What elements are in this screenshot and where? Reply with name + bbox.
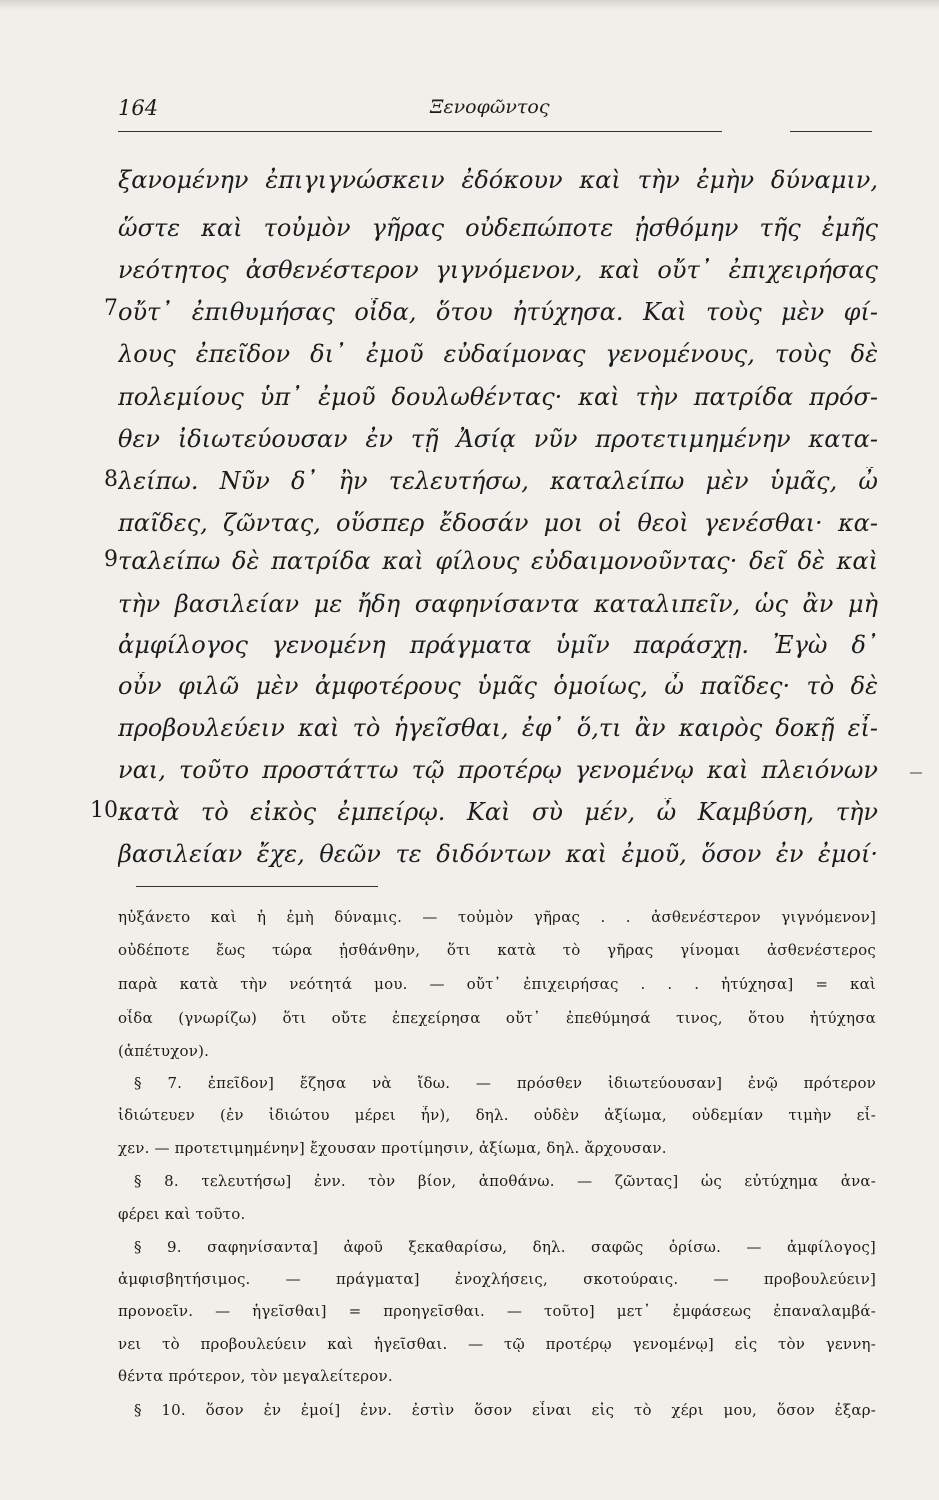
- footnote-line: § 9. σαφηνίσαντα] ἀφοῦ ξεκαθαρίσω, δηλ. σαφῶς ὁρίσω. — ἀμφίλογος]: [134, 1238, 876, 1256]
- footnote-line: (ἀπέτυχον).: [118, 1042, 210, 1060]
- text-line: οὖν φιλῶ μὲν ἀμφοτέρους ὑμᾶς ὁμοίως, ὦ παῖδες· τὸ δὲ: [118, 672, 878, 700]
- text-line: ἀμφίλογος γενομένη πράγματα ὑμῖν παράσχῃ. Ἐγὼ δ᾿: [118, 631, 878, 659]
- footnote-line: § 7. ἐπεῖδον] ἔζησα νὰ ἴδω. — πρόσθεν ἰδιωτεύουσαν] ἐνῷ πρότερον: [134, 1074, 876, 1092]
- line-number: 10: [90, 798, 118, 823]
- text-line: προβουλεύειν καὶ τὸ ἡγεῖσθαι, ἐφ᾿ ὅ,τι ἂν καιρὸς δοκῇ εἶ-: [118, 714, 878, 742]
- line-number: 7: [104, 296, 118, 321]
- footnote-line: παρὰ κατὰ τὴν νεότητά μου. — οὔτ᾿ ἐπιχειρήσας . . . ἠτύχησα] = καὶ: [118, 975, 876, 993]
- text-line: λείπω. Νῦν δ᾿ ἢν τελευτήσω, καταλείπω μὲν ὑμᾶς, ὦ: [118, 467, 878, 495]
- footnote-line: ἀμφισβητήσιμος. — πράγματα] ἐνοχλήσεις, σκοτούραις. — προβουλεύειν]: [118, 1270, 876, 1288]
- text-line: ξανομένην ἐπιγιγνώσκειν ἐδόκουν καὶ τὴν ἐμὴν δύναμιν,: [118, 166, 878, 194]
- text-line: πολεμίους ὑπ᾿ ἐμοῦ δουλωθέντας· καὶ τὴν πατρίδα πρόσ-: [118, 383, 878, 411]
- text-line: παῖδες, ζῶντας, οὕσπερ ἔδοσάν μοι οἱ θεοὶ γενέσθαι· κα-: [118, 509, 878, 537]
- footnote-line: ηὐξάνετο καὶ ἡ ἐμὴ δύναμις. — τοὐμὸν γῆρας . . ἀσθενέστερον γιγνόμενον]: [118, 908, 876, 926]
- footnote-line: νει τὸ προβουλεύειν καὶ ἡγεῖσθαι. — τῷ προτέρῳ γενομένῳ] εἰς τὸν γεννη-: [118, 1335, 876, 1353]
- text-line: ὥστε καὶ τοὐμὸν γῆρας οὐδεπώποτε ᾐσθόμην τῆς ἐμῆς: [118, 214, 878, 242]
- line-number: 8: [104, 467, 118, 492]
- running-title: Ξενοφῶντος: [430, 96, 550, 118]
- line-number: 9: [104, 547, 118, 572]
- text-line: νεότητος ἀσθενέστερον γιγνόμενον, καὶ οὔτ᾿ ἐπιχειρήσας: [118, 256, 878, 284]
- footnote-line: οὐδέποτε ἔως τώρα ᾐσθάνθην, ὅτι κατὰ τὸ γῆρας γίνομαι ἀσθενέστερος: [118, 941, 876, 959]
- footnote-line: § 8. τελευτήσω] ἐνν. τὸν βίον, ἀποθάνω. — ζῶντας] ὡς εὐτύχημα ἀνα-: [134, 1172, 876, 1190]
- header-rule-short: [790, 131, 872, 132]
- footnote-line: § 10. ὅσον ἐν ἐμοί] ἐνν. ἐστὶν ὅσον εἶναι εἰς τὸ χέρι μου, ὅσον ἐξαρ-: [134, 1401, 876, 1419]
- footnote-line: θέντα πρότερον, τὸν μεγαλείτερον.: [118, 1367, 393, 1385]
- text-line: τὴν βασιλείαν με ἤδη σαφηνίσαντα καταλιπεῖν, ὡς ἂν μὴ: [118, 590, 878, 618]
- footnote-line: ἰδιώτευεν (ἐν ἰδιώτου μέρει ἦν), δηλ. οὐδὲν ἀξίωμα, οὐδεμίαν τιμὴν εἶ-: [118, 1106, 876, 1124]
- footnote-rule: [136, 886, 378, 887]
- page-number: 164: [118, 96, 159, 120]
- text-line: θεν ἰδιωτεύουσαν ἐν τῇ Ἀσίᾳ νῦν προτετιμημένην κατα-: [118, 425, 878, 453]
- text-line: λους ἐπεῖδον δι᾿ ἐμοῦ εὐδαίμονας γενομένους, τοὺς δὲ: [118, 340, 878, 368]
- text-line: ταλείπω δὲ πατρίδα καὶ φίλους εὐδαιμονοῦντας· δεῖ δὲ καὶ: [118, 547, 878, 575]
- margin-mark: [910, 772, 922, 774]
- page-edge: [0, 0, 939, 10]
- text-line: βασιλείαν ἔχε, θεῶν τε διδόντων καὶ ἐμοῦ, ὅσον ἐν ἐμοί·: [118, 840, 878, 868]
- footnote-line: χεν. — προτετιμημένην] ἔχουσαν προτίμησιν, ἀξίωμα, δηλ. ἄρχουσαν.: [118, 1139, 667, 1157]
- text-line: οὔτ᾿ ἐπιθυμήσας οἶδα, ὅτου ἠτύχησα. Καὶ τοὺς μὲν φί-: [118, 298, 878, 326]
- footnote-line: φέρει καὶ τοῦτο.: [118, 1205, 246, 1223]
- footnote-line: οἶδα (γνωρίζω) ὅτι οὔτε ἐπεχείρησα οὔτ᾿ ἐπεθύμησά τινος, ὅτου ἠτύχησα: [118, 1009, 876, 1027]
- header-rule: [118, 131, 722, 132]
- footnote-line: προνοεῖν. — ἡγεῖσθαι] = προηγεῖσθαι. — τοῦτο] μετ᾿ ἐμφάσεως ἐπαναλαμβά-: [118, 1302, 876, 1320]
- text-line: ναι, τοῦτο προστάττω τῷ προτέρῳ γενομένῳ καὶ πλειόνων: [118, 756, 878, 784]
- text-line: κατὰ τὸ εἰκὸς ἐμπείρῳ. Καὶ σὺ μέν, ὦ Καμβύση, τὴν: [118, 798, 878, 826]
